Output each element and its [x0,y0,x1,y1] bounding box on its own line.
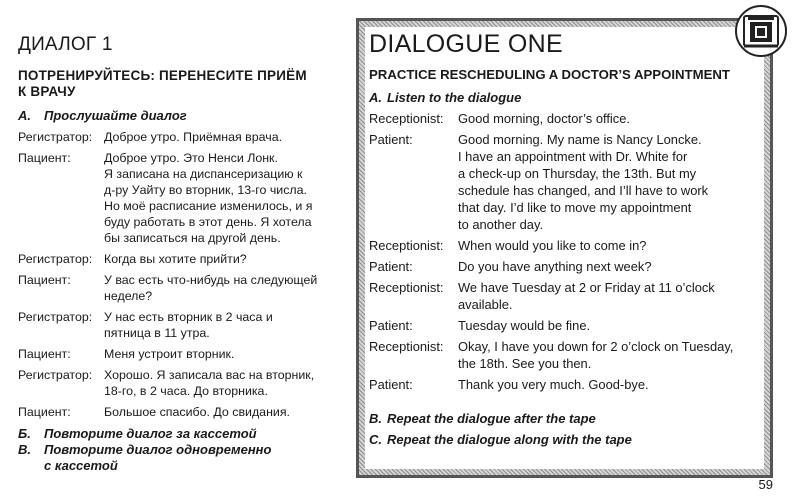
section-letter: B. [369,411,382,426]
utterance-line: When would you like to come in? [458,238,647,253]
utterance-line: I have an appointment with Dr. White for [458,149,688,164]
utterance-line: Good morning, doctor’s office. [458,111,630,126]
dialogue-line [18,251,348,267]
utterance-text [104,129,348,145]
english-dialogue [369,110,764,393]
utterance-line: We have Tuesday at 2 or Friday at 11 o’clock [458,280,715,295]
utterance-text [458,317,764,334]
dialogue-line [369,131,764,233]
utterance-line: Доброе утро. Это Ненси Лонк. [104,151,278,165]
dialogue-line [18,129,348,145]
utterance-line: that day. I’d like to move my appointment [458,200,692,215]
english-section-b [369,411,764,426]
speaker-label: Receptionist: [369,339,444,354]
speaker-label: Регистратор: [18,368,93,382]
english-section-a [369,90,764,105]
speaker-label: Регистратор: [18,252,93,266]
utterance-line: Я записана на диспансеризацию к [104,167,303,181]
russian-title: ДИАЛОГ 1 [18,34,113,55]
russian-section-a [18,108,348,123]
russian-section-b [18,426,348,442]
utterance-line: available. [458,297,513,312]
dialogue-line [369,110,764,127]
speaker-label: Регистратор: [18,130,93,144]
english-section-c [369,432,764,447]
russian-subtitle-line: ПОТРЕНИРУЙТЕСЬ: ПЕРЕНЕСИТЕ ПРИЁМ [18,68,307,83]
dialogue-line [369,237,764,254]
dialogue-line [369,258,764,275]
speaker-label: Receptionist: [369,111,444,126]
dialogue-line [18,367,348,399]
utterance-text [104,367,348,399]
utterance-line: Thank you very much. Good-bye. [458,377,649,392]
russian-subtitle [18,68,348,100]
utterance-line: 18-го, в 2 часа. До вторника. [104,384,268,398]
utterance-line: Большое спасибо. До свидания. [104,405,290,419]
english-title: DIALOGUE ONE [369,30,563,58]
english-subtitle: PRACTICE RESCHEDULING A DOCTOR’S APPOINTMENT [369,67,730,82]
speaker-label: Пациент: [18,273,71,287]
russian-dialogue [18,129,348,420]
dialogue-line [18,150,348,246]
utterance-text [104,251,348,267]
section-letter: Б. [18,426,31,441]
utterance-line: Когда вы хотите прийти? [104,252,247,266]
utterance-line: schedule has changed, and I’ll have to work [458,183,709,198]
utterance-line: Меня устроит вторник. [104,347,235,361]
speaker-label: Patient: [369,259,413,274]
dialogue-line [369,376,764,393]
section-letter: C. [369,432,382,447]
utterance-line: Хорошо. Я записала вас на вторник, [104,368,315,382]
russian-subtitle-line: К ВРАЧУ [18,84,76,99]
section-text: Repeat the dialogue after the tape [387,411,596,426]
utterance-text [458,376,764,393]
utterance-text [458,237,764,254]
utterance-line: буду работать в этот день. Я хотела [104,215,312,229]
dialogue-line [369,317,764,334]
section-letter: А. [18,108,31,123]
utterance-line: У вас есть что-нибудь на следующей [104,273,318,287]
dialogue-line [18,309,348,341]
utterance-text [104,150,348,246]
russian-section-c [18,442,348,474]
speaker-label: Patient: [369,318,413,333]
utterance-line: Good morning. My name is Nancy Loncke. [458,132,702,147]
speaker-label: Receptionist: [369,280,444,295]
dialogue-line [369,279,764,313]
page-number: 59 [758,477,773,492]
utterance-text [104,309,348,341]
speaker-label: Receptionist: [369,238,444,253]
utterance-line: д-ру Уайту во вторник, 13-го числа. [104,183,307,197]
utterance-line: Но моё расписание изменилось, и я [104,199,313,213]
utterance-line: У нас есть вторник в 2 часа и [104,310,273,324]
utterance-line: бы записаться на другой день. [104,231,281,245]
speaker-label: Patient: [369,377,413,392]
utterance-line: пятница в 11 утра. [104,326,210,340]
utterance-text [458,279,764,313]
russian-column [18,34,348,474]
utterance-text [458,110,764,127]
section-text: Repeat the dialogue along with the tape [387,432,632,447]
utterance-line: неделе? [104,289,153,303]
utterance-text [104,272,348,304]
utterance-line: Do you have anything next week? [458,259,652,274]
speaker-label: Пациент: [18,151,71,165]
cassette-tape-icon [734,4,788,58]
speaker-label: Patient: [369,132,413,147]
utterance-line: Доброе утро. Приёмная врача. [104,130,283,144]
speaker-label: Пациент: [18,405,71,419]
utterance-line: Tuesday would be fine. [458,318,591,333]
section-letter: A. [369,90,382,105]
utterance-line: to another day. [458,217,544,232]
dialogue-line [18,272,348,304]
section-text: Listen to the dialogue [387,90,522,105]
utterance-text [458,131,764,233]
section-text: Повторите диалог одновременно [44,442,272,457]
section-letter: В. [18,442,31,457]
speaker-label: Регистратор: [18,310,93,324]
dialogue-line [18,404,348,420]
utterance-line: a check-up on Thursday, the 13th. But my [458,166,697,181]
utterance-text [458,338,764,372]
english-column [369,30,764,447]
speaker-label: Пациент: [18,347,71,361]
utterance-text [458,258,764,275]
utterance-line: Okay, I have you down for 2 o’clock on Tuesday, [458,339,734,354]
dialogue-line [369,338,764,372]
section-text: Повторите диалог за кассетой [44,426,257,441]
dialogue-line [18,346,348,362]
utterance-line: the 18th. See you then. [458,356,592,371]
utterance-text [104,404,348,420]
utterance-text [104,346,348,362]
section-text: с кассетой [44,458,118,473]
section-text: Прослушайте диалог [44,108,187,123]
